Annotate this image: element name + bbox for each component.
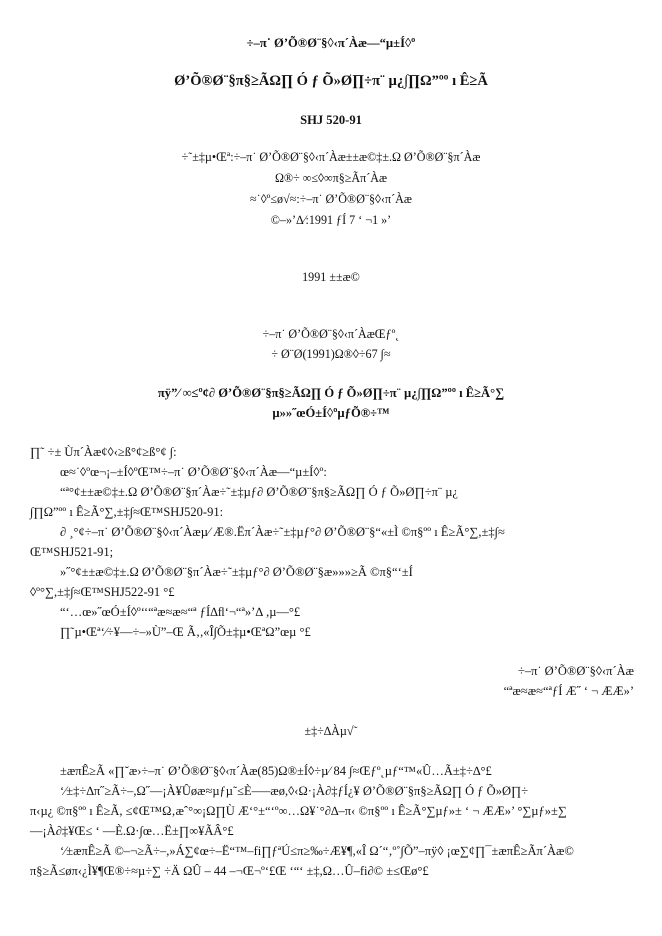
document-title: Ø’Õ®Ø¨§π§≥ÃΩ∏ Ó ƒ Õ»Ø∏÷π¨ µ¿∫∏Ω”ºº ı Ê≥Ã	[174, 73, 488, 89]
body-paragraph: »˝°¢±±æ©‡±.Ω Ø’Õ®Ø¨§π´Àæ÷˜±‡µƒ°∂ Ø’Õ®Ø¨§æ»»»≥Ã ©π§“‘±Í	[60, 565, 413, 579]
body-paragraph: œ≈˙◊ºœ¬¡–±Í◊ºŒ™÷–π˙ Ø’Õ®Ø¨§◊‹π´Àæ––“µ±Í◊º:	[60, 465, 327, 479]
notice-heading: πÿ”⁄ ∞≤º¢∂ Ø’Õ®Ø¨§π§≥ÃΩ∏ Ó ƒ Õ»Ø∏÷π¨ µ¿∫∏Ω”ºº ı Ê≥Ã°∑	[157, 385, 505, 400]
body-paragraph: ◊º°∑,±‡∫≈Œ™SHJ522-91 °£	[30, 585, 175, 599]
signature: ÷–π˙ Ø’Õ®Ø¨§◊‹π´Àæ	[517, 664, 634, 678]
preface-line: ±æπÊ≥Ã «∏˘æ›÷–π˙ Ø’Õ®Ø¨§◊‹π´Àæ(85)Ω®±Í◊÷µ⁄ 84 ∫≈Œƒº˛µƒ“™«Û…Ã±‡÷∆°£	[60, 764, 492, 778]
body-paragraph: Œ™SHJ521-91;	[30, 545, 114, 559]
body-paragraph: “‘…œ»˝œÓ±Í◊º‘‘“ªæ≈æ≈“ª ƒÍ∆ﬂ‘¬“ª»’∆ ,µ––°£	[60, 605, 301, 619]
body-paragraph: ∏˜µ•Œª‘⁄÷¥––÷–»Ù”–Œ Ã‚,«Î∫Õ±‡µ•ŒªΩ”œµ °£	[60, 625, 311, 639]
preface-line: π‹µ¿ ©π§ºº ı Ê≥Ã, ≤¢Œ™Ω‚æˆ°∞¡Ω∏Ù Æ‘°±“‘º∞…Ω¥˙°∂∆–π‹ ©π§ºº ı Ê≥Ã°∑µƒ»± ‘ ¬ ÆÆ»’ °∑µƒ»±∑	[30, 804, 567, 818]
preface-line: ––¡À∂‡¥Œ≤ ‘ —È.Ω·∫œ…Ë±∏∞¥ÃÂ°£	[30, 824, 234, 838]
salutation: ∏˜ ÷± Ùπ´Àæ¢◊‹≥ß°¢≥ß°¢ ∫:	[30, 445, 177, 459]
preface-line: π§≥Ã≤øπ‹¿Ì¥¶Œ®÷≈µ÷∑ ÷Ä ΩÛ – 44 –¬Œ¬º‘£Œ ‘“‘ ±‡,Ω…Û–fi∂© ±≤Œø°£	[30, 864, 429, 878]
preface-line: ‘⁄±‡÷∆π˝≥Ã÷–,Ω˝––¡À¥Ûøæ≈µƒµ˜≤È—–æø,◊‹Ω·¡À∂‡ƒÍ¿¥ Ø’Õ®Ø¨§π§≥ÃΩ∏ Ó ƒ Õ»Ø∏÷	[60, 784, 529, 798]
approving-authority: ≈˙◊º≤ø√≈:÷–π˙ Ø’Õ®Ø¨§◊‹π´Àæ	[250, 192, 412, 206]
preface-line: ‘⁄±æπÊ≥Ã ©–¬≥Ã÷–,»Á∑¢œ÷–Ë“™–fi∏ƒªÚ≤π≥‰÷Æ¥¶,«Î Ω´“‚º˚∫Õ”–πÿ◊ ¡œ∑¢∏¯±æπÊ≥Ãπ´Àæ©	[60, 844, 574, 858]
effective-date: ©–»’∆⁄:1991 ƒÍ 7 ‘ ¬1 »’	[270, 213, 392, 227]
notice-issuer: ÷–π˙ Ø’Õ®Ø¨§◊‹π´ÀæŒƒº˛	[262, 327, 400, 341]
body-paragraph: “ª°¢±±æ©‡±.Ω Ø’Õ®Ø¨§π´Àæ÷˜±‡µƒ∂ Ø’Õ®Ø¨§π§≥ÃΩ∏ Ó ƒ Õ»Ø∏÷π¨ µ¿	[60, 485, 458, 499]
issuing-unit-line-2: Ω®÷ ∞≤◊∞π§≥Ãπ´Àæ	[274, 171, 388, 185]
signature-date: “ªæ≈æ≈“ªƒÍ Æ˝ ‘ ¬ ÆÆ»’	[503, 684, 634, 698]
body-paragraph: ∂ ¸°¢÷–π˙ Ø’Õ®Ø¨§◊‹π´Àæµ⁄ Æ®.Ëπ´Àæ÷˜±‡µƒ°∂ Ø’Õ®Ø¨§“«±Ì ©π§ºº ı Ê≥Ã°∑,±‡∫≈	[60, 525, 505, 539]
standard-code: SHJ 520-91	[300, 112, 362, 127]
notice-heading-line-2: µ»»˝œÓ±Í◊ºµƒÕ®÷™	[272, 405, 390, 420]
body-paragraph: ∫∏Ω”ºº ı Ê≥Ã°∑,±‡∫≈Œ™SHJ520-91:	[30, 505, 224, 519]
issuing-unit-line: ÷˜±‡µ•Œª:÷–π˙ Ø’Õ®Ø¨§◊‹π´Àæ±±æ©‡±.Ω Ø’Õ®Ø¨§π´Àæ	[181, 150, 481, 164]
publication-year: 1991 ±±æ©	[302, 270, 360, 284]
notice-number: ÷ Ø¨Ø(1991)Ω®◊÷67 ∫≈	[271, 347, 391, 361]
preface-heading: ±‡÷∆Àµ√˜	[304, 724, 358, 738]
ministry-standard-heading: ÷–π˙ Ø’Õ®Ø¨§◊‹π´Àæ––“µ±Í◊º	[246, 35, 416, 50]
